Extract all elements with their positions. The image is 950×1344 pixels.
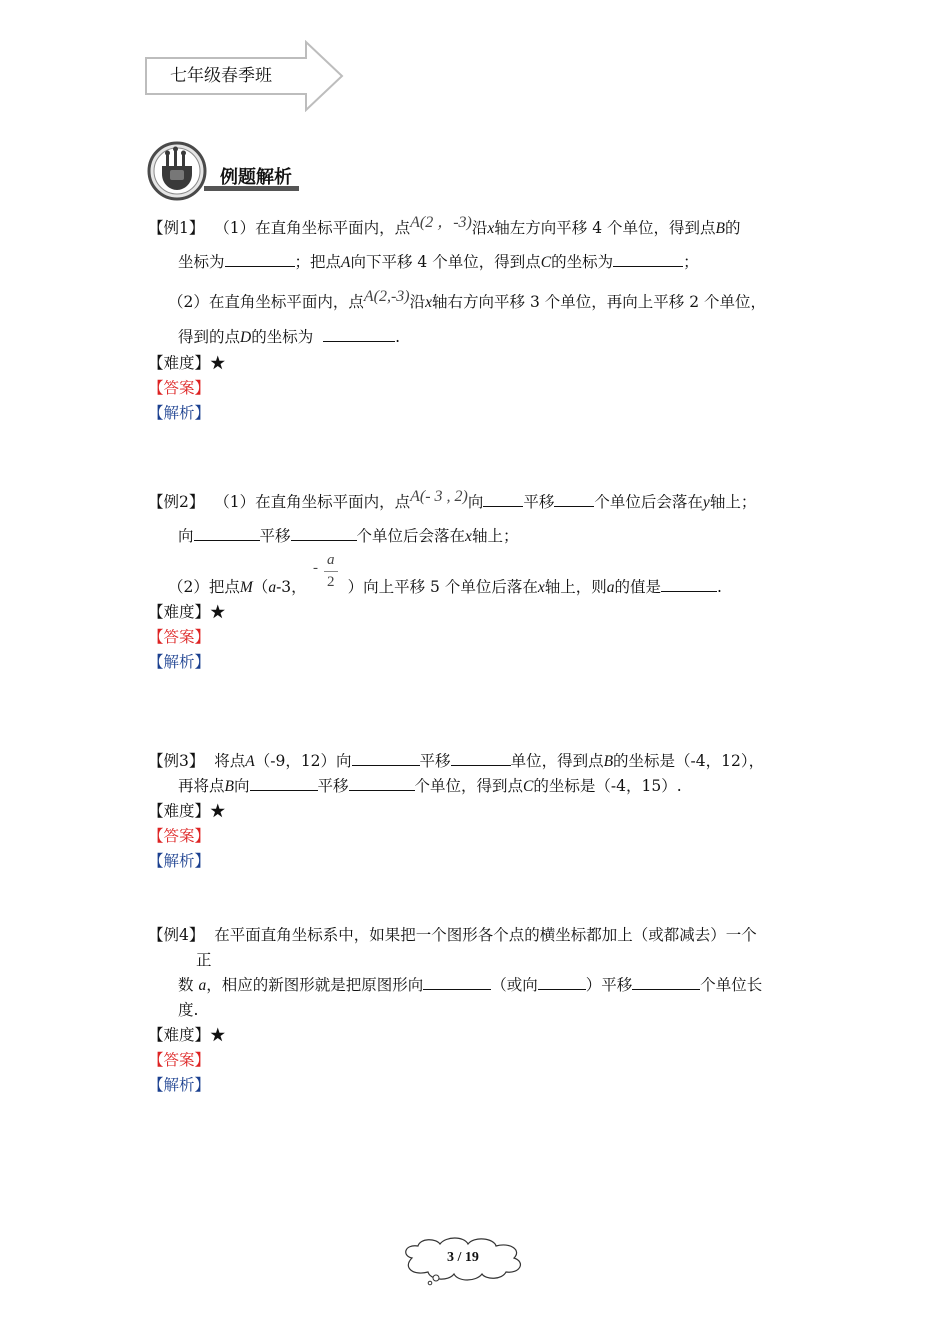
answer-blank[interactable] — [423, 975, 491, 990]
text: 的值是 — [614, 578, 661, 596]
text: ）向上平移 5 个单位后落在 — [347, 578, 538, 596]
example-1-answer: 【答案】 — [148, 379, 211, 397]
var: x — [487, 220, 495, 237]
example-2-answer: 【答案】 — [148, 628, 211, 646]
text: 沿 — [409, 293, 426, 311]
fraction-denominator: 2 — [327, 574, 335, 590]
example-2-line-3 — [168, 577, 722, 598]
text: 平移 — [523, 493, 555, 511]
example-1-tag: 【例1】 — [148, 219, 205, 237]
text: 轴左方向平移 4 个单位，得到点 — [494, 219, 716, 237]
answer-blank[interactable] — [323, 327, 395, 342]
math-point: A(- 3 , 2) — [410, 488, 468, 505]
text: -3， — [276, 578, 307, 596]
text: ，相应的新图形就是把原图形向 — [206, 976, 424, 994]
var: x — [465, 528, 472, 545]
var: a — [268, 579, 277, 596]
text: 沿 — [471, 219, 488, 237]
text: 平移 — [419, 752, 451, 770]
example-4-difficulty: 【难度】★ — [148, 1026, 226, 1044]
var: C — [523, 778, 534, 795]
text: 轴上； — [709, 493, 757, 511]
answer-blank[interactable] — [451, 751, 511, 766]
answer-blank[interactable] — [250, 776, 318, 791]
var: a — [198, 977, 207, 994]
example-2-difficulty: 【难度】★ — [148, 603, 226, 621]
text: （2）在直角坐标平面内，点 — [168, 293, 364, 311]
answer-blank[interactable] — [613, 252, 683, 267]
answer-blank[interactable] — [538, 975, 586, 990]
example-3-difficulty: 【难度】★ — [148, 802, 226, 820]
example-4-tag: 【例4】 — [148, 926, 205, 944]
text: 轴上，则 — [544, 578, 607, 596]
text: 向 — [178, 527, 194, 545]
var: B — [715, 220, 725, 237]
text: 的坐标为 — [551, 253, 614, 271]
example-2-tag: 【例2】 — [148, 493, 205, 511]
var: x — [537, 579, 545, 596]
answer-blank[interactable] — [225, 252, 295, 267]
answer-blank[interactable] — [291, 526, 357, 541]
text: 单位，得到点 — [510, 752, 604, 770]
text: ；把点 — [294, 253, 342, 271]
text: （ — [252, 578, 269, 596]
text: 个单位长 — [700, 976, 763, 994]
example-4-answer: 【答案】 — [148, 1051, 211, 1069]
text: 的坐标是（-4，15）. — [533, 777, 682, 795]
text: 得到的点 — [178, 328, 241, 346]
example-2-line-2 — [178, 526, 518, 547]
example-1-analysis: 【解析】 — [148, 404, 211, 422]
text: 的坐标为 — [251, 328, 314, 346]
text: （-9，12）向 — [254, 752, 352, 770]
text: 向 — [467, 493, 484, 511]
var: y — [702, 494, 710, 511]
page-number: 3 / 19 — [447, 1250, 479, 1265]
example-4-line-3: 度. — [178, 1001, 199, 1019]
example-1-line-1 — [148, 214, 741, 239]
text: 个单位后会落在 — [594, 493, 703, 511]
var: A — [341, 254, 351, 271]
text: 平移 — [317, 777, 349, 795]
text: （1）在直角坐标平面内，点 — [214, 493, 411, 511]
answer-blank[interactable] — [349, 776, 415, 791]
var: B — [224, 778, 234, 795]
var: B — [603, 753, 614, 770]
var: a — [606, 579, 615, 596]
answer-blank[interactable] — [632, 975, 700, 990]
fraction-minus: - — [313, 560, 318, 576]
answer-blank[interactable] — [352, 751, 420, 766]
text: （1）在直角坐标平面内，点 — [214, 219, 411, 237]
example-4-analysis: 【解析】 — [148, 1076, 211, 1094]
text: 将点 — [214, 752, 246, 770]
text: 平移 — [259, 527, 291, 545]
answer-blank[interactable] — [661, 577, 717, 592]
answer-blank[interactable] — [194, 526, 260, 541]
text: 在平面直角坐标系中，如果把一个图形各个点的横坐标都加上（或都减去）一个 — [214, 926, 757, 944]
section-icon — [146, 140, 212, 202]
text: 的 — [724, 219, 741, 237]
text: 坐标为 — [178, 253, 225, 271]
text: 向下平移 4 个单位，得到点 — [350, 253, 541, 271]
example-1-line-2 — [178, 252, 699, 273]
answer-blank[interactable] — [483, 492, 523, 507]
fraction-numerator: a — [327, 552, 335, 568]
example-1-difficulty: 【难度】★ — [148, 354, 226, 372]
example-3-analysis: 【解析】 — [148, 852, 211, 870]
var: A — [245, 753, 255, 770]
example-4-line-2 — [178, 975, 762, 996]
text: 数 — [178, 976, 194, 994]
example-3-line-1 — [148, 751, 764, 772]
class-label: 七年级春季班 — [170, 66, 272, 86]
text: 轴上； — [471, 527, 519, 545]
text: ）平移 — [585, 976, 633, 994]
text: . — [395, 328, 401, 346]
example-3-answer: 【答案】 — [148, 827, 211, 845]
text: 个单位，得到点 — [414, 777, 524, 795]
example-3-line-2 — [178, 776, 682, 797]
var: D — [240, 329, 252, 346]
text: 轴右方向平移 3 个单位，再向上平移 2 个单位， — [432, 293, 766, 311]
fraction-bar — [324, 571, 338, 572]
section-title: 例题解析 — [220, 167, 292, 188]
text: . — [717, 578, 722, 596]
text: （或向 — [491, 976, 538, 994]
var: C — [540, 254, 552, 271]
text: 的坐标是（-4，12）， — [613, 752, 765, 770]
var: x — [425, 294, 433, 311]
example-1-line-3 — [168, 288, 766, 313]
answer-blank[interactable] — [554, 492, 594, 507]
text: 个单位后会落在 — [356, 527, 466, 545]
example-4-line-1b: 正 — [196, 951, 212, 969]
text: 向 — [233, 777, 250, 795]
text: 再将点 — [178, 777, 225, 795]
example-4-line-1 — [148, 925, 757, 945]
example-1-line-4 — [178, 327, 400, 348]
example-2-line-1 — [148, 488, 757, 513]
example-2-analysis: 【解析】 — [148, 653, 211, 671]
math-point: A(2,-3) — [363, 288, 410, 305]
text: （2）把点 — [168, 578, 240, 596]
text: ； — [683, 253, 699, 271]
var: M — [239, 579, 253, 596]
example-3-tag: 【例3】 — [148, 752, 205, 770]
math-point: A(2 ，-3) — [410, 214, 472, 231]
